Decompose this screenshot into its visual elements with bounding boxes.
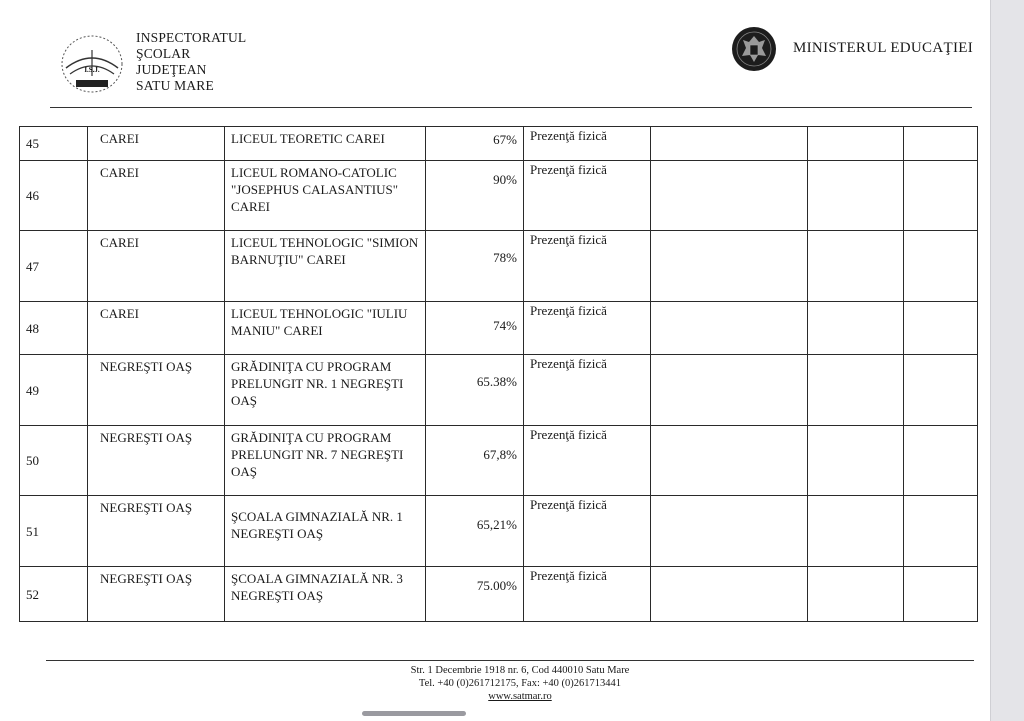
table-row [20, 567, 978, 622]
row-number: 51 [20, 496, 88, 567]
school-name-cell: LICEUL TEHNOLOGIC "IULIU MANIU" CAREI [225, 302, 426, 355]
empty-cell [904, 127, 978, 161]
empty-cell [904, 496, 978, 567]
footer-address: Str. 1 Decembrie 1918 nr. 6, Cod 440010 Satu Mare [410, 665, 630, 676]
row-number: 47 [20, 231, 88, 302]
locality-cell: CAREI [88, 161, 225, 231]
table-row [20, 355, 978, 426]
empty-cell [651, 355, 808, 426]
table-row [20, 302, 978, 355]
row-number: 48 [20, 302, 88, 355]
row-number: 46 [20, 161, 88, 231]
footer-website-link[interactable]: www.satmar.ro [488, 691, 552, 702]
empty-cell [808, 231, 904, 302]
ministry-name: MINISTERUL EDUCAŢIEI [793, 40, 974, 56]
locality-cell: CAREI [88, 127, 225, 161]
isj-line-4: SATU MARE [136, 78, 214, 93]
empty-cell [651, 567, 808, 622]
empty-cell [808, 496, 904, 567]
locality-cell: CAREI [88, 302, 225, 355]
footer-divider [46, 660, 974, 661]
attendance-mode-cell: Prezenţă fizică [524, 161, 651, 231]
table-row [20, 426, 978, 496]
empty-cell [808, 567, 904, 622]
empty-cell [651, 426, 808, 496]
scroll-indicator[interactable] [362, 711, 466, 716]
attendance-mode-cell: Prezenţă fizică [524, 355, 651, 426]
row-number: 49 [20, 355, 88, 426]
empty-cell [904, 161, 978, 231]
percentage-cell: 90% [426, 161, 524, 231]
empty-cell [808, 302, 904, 355]
ministry-coat-of-arms-icon [731, 26, 777, 72]
school-name-cell: LICEUL TEHNOLOGIC "SIMION BARNUŢIU" CAREI [225, 231, 426, 302]
row-number: 50 [20, 426, 88, 496]
school-name-cell: ŞCOALA GIMNAZIALĂ NR. 3 NEGREŞTI OAŞ [225, 567, 426, 622]
table-row [20, 161, 978, 231]
locality-cell: NEGREŞTI OAŞ [88, 355, 225, 426]
row-number: 45 [20, 127, 88, 161]
attendance-mode-cell: Prezenţă fizică [524, 302, 651, 355]
locality-cell: CAREI [88, 231, 225, 302]
percentage-cell: 75.00% [426, 567, 524, 622]
empty-cell [904, 355, 978, 426]
percentage-cell: 78% [426, 231, 524, 302]
empty-cell [904, 302, 978, 355]
locality-cell: NEGREŞTI OAŞ [88, 426, 225, 496]
attendance-mode-cell: Prezenţă fizică [524, 567, 651, 622]
school-name-cell: LICEUL ROMANO-CATOLIC "JOSEPHUS CALASANTIUS" CAREI [225, 161, 426, 231]
row-number: 52 [20, 567, 88, 622]
empty-cell [651, 127, 808, 161]
percentage-cell: 67% [426, 127, 524, 161]
empty-cell [808, 161, 904, 231]
percentage-cell: 65,21% [426, 496, 524, 567]
attendance-mode-cell: Prezenţă fizică [524, 127, 651, 161]
empty-cell [904, 567, 978, 622]
schools-table [19, 126, 978, 622]
empty-cell [904, 231, 978, 302]
isj-line-2: ŞCOLAR [136, 46, 191, 61]
viewer-side-strip [990, 0, 1024, 721]
footer [340, 664, 700, 703]
locality-cell: NEGREŞTI OAŞ [88, 496, 225, 567]
percentage-cell: 67,8% [426, 426, 524, 496]
percentage-cell: 65.38% [426, 355, 524, 426]
footer-phone: Tel. +40 (0)261712175, Fax: +40 (0)261713441 [418, 678, 622, 689]
isj-logo-text: I.S.J. [84, 66, 100, 74]
school-name-cell: ŞCOALA GIMNAZIALĂ NR. 1 NEGREŞTI OAŞ [225, 496, 426, 567]
school-name-cell: LICEUL TEORETIC CAREI [225, 127, 426, 161]
empty-cell [651, 496, 808, 567]
empty-cell [651, 161, 808, 231]
empty-cell [808, 127, 904, 161]
table-row [20, 231, 978, 302]
attendance-mode-cell: Prezenţă fizică [524, 496, 651, 567]
table-row [20, 127, 978, 161]
empty-cell [651, 302, 808, 355]
locality-cell: NEGREŞTI OAŞ [88, 567, 225, 622]
table-row [20, 496, 978, 567]
attendance-mode-cell: Prezenţă fizică [524, 426, 651, 496]
percentage-cell: 74% [426, 302, 524, 355]
isj-logo-icon [56, 28, 128, 98]
empty-cell [808, 426, 904, 496]
school-name-cell: GRĂDINIŢA CU PROGRAM PRELUNGIT NR. 1 NEGREŞTI OAŞ [225, 355, 426, 426]
isj-name [136, 30, 246, 94]
empty-cell [808, 355, 904, 426]
header-divider [50, 107, 972, 108]
school-name-cell: GRĂDINIŢA CU PROGRAM PRELUNGIT NR. 7 NEGREŞTI OAŞ [225, 426, 426, 496]
attendance-mode-cell: Prezenţă fizică [524, 231, 651, 302]
empty-cell [904, 426, 978, 496]
isj-line-3: JUDEŢEAN [136, 62, 207, 77]
empty-cell [651, 231, 808, 302]
isj-line-1: INSPECTORATUL [136, 30, 247, 45]
